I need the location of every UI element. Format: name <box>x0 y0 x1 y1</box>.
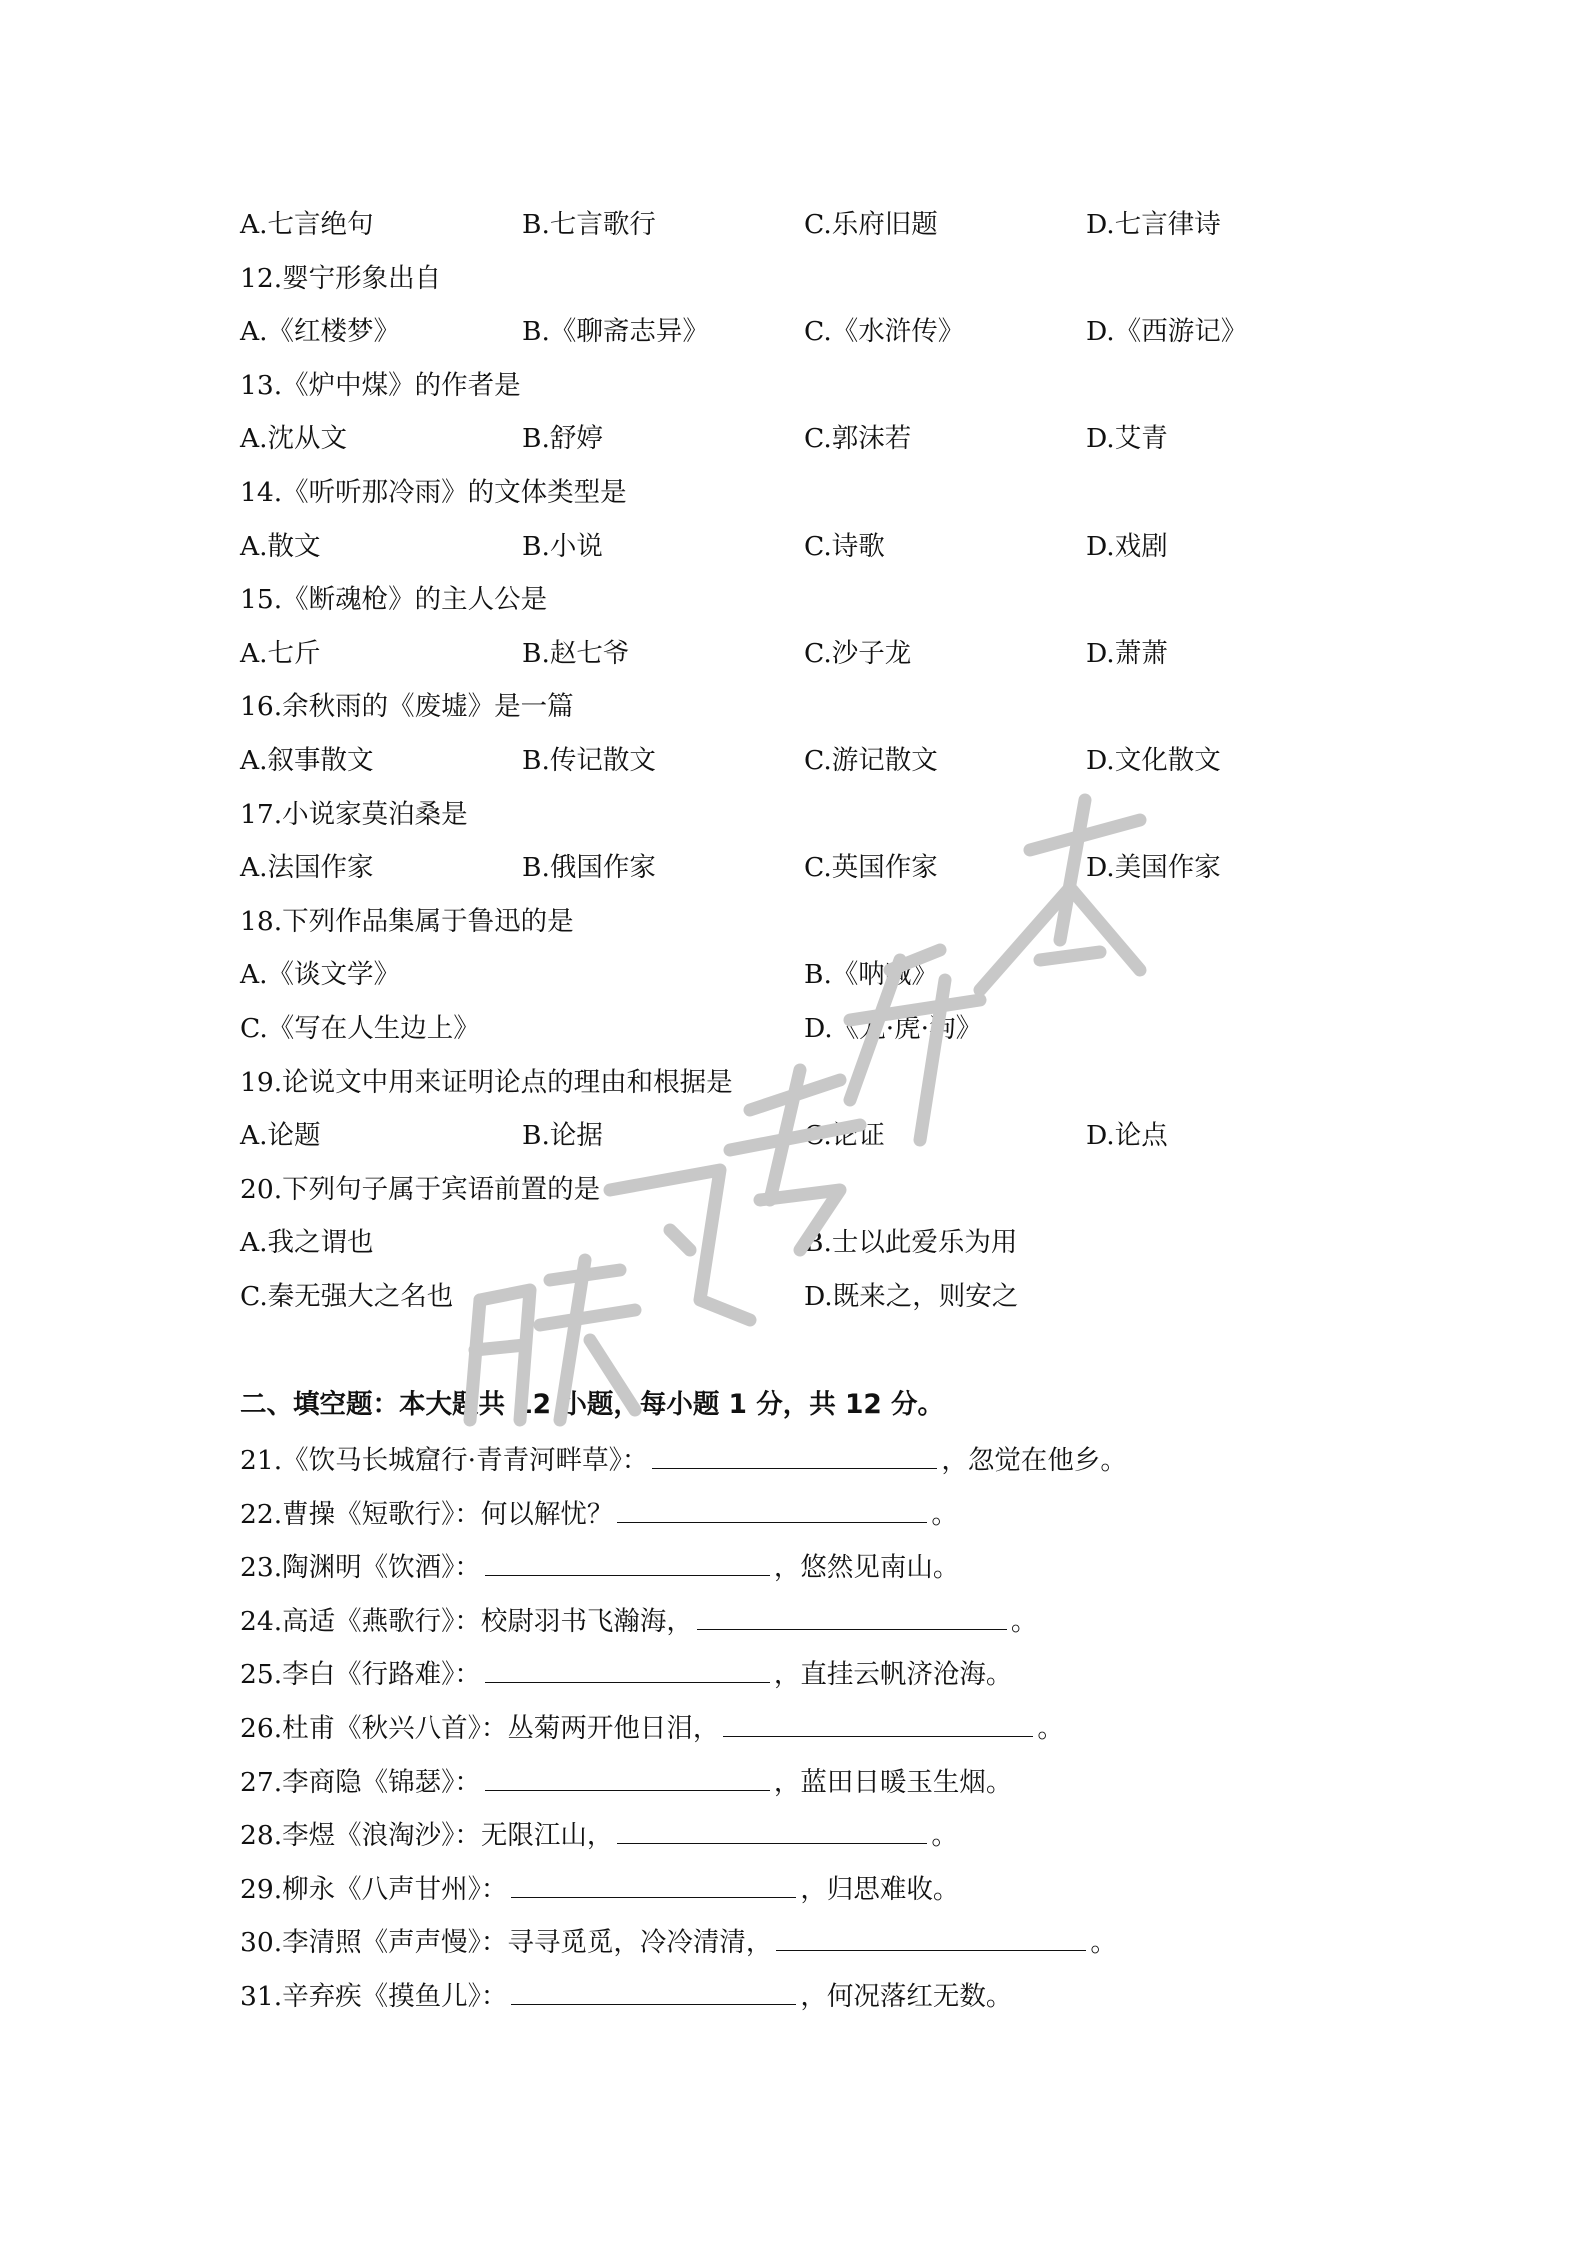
answer-blank[interactable] <box>617 1817 927 1844</box>
answer-option: D.萧萧 <box>1086 637 1168 669</box>
answer-option: C.论证 <box>804 1120 885 1152</box>
fill-in-suffix: ，蓝田日暖玉生烟。 <box>773 1766 1013 1798</box>
fill-in-prompt: 26.杜甫《秋兴八首》：丛菊两开他日泪， <box>240 1713 720 1744</box>
answer-option: D.《西游记》 <box>1086 316 1248 348</box>
question-stem: 15.《断魂枪》的主人公是 <box>240 584 548 616</box>
fill-in-item <box>240 1442 1380 1478</box>
fill-in-suffix: ，何况落红无数。 <box>800 1981 1013 2012</box>
fill-in-prompt: 25.李白《行路难》： <box>240 1659 481 1691</box>
answer-blank[interactable] <box>697 1603 1007 1630</box>
fill-in-item <box>240 1656 1380 1692</box>
answer-option: A.论题 <box>240 1120 321 1152</box>
question-stem: 13.《炉中煤》的作者是 <box>240 369 521 401</box>
fill-in-prompt: 24.高适《燕歌行》：校尉羽书飞瀚海， <box>240 1605 693 1637</box>
fill-in-prompt: 21.《饮马长城窟行·青青河畔草》： <box>240 1445 649 1476</box>
answer-option: A.叙事散文 <box>240 745 374 776</box>
answer-option: D.既来之，则安之 <box>804 1281 1019 1312</box>
answer-option: D.文化散文 <box>1086 745 1221 776</box>
answer-option: D.艾青 <box>1086 423 1168 455</box>
answer-option: B.传记散文 <box>522 745 656 776</box>
answer-option: D.《龙·虎·狗》 <box>804 1013 983 1044</box>
answer-option: C.《写在人生边上》 <box>240 1013 480 1044</box>
question-stem: 18.下列作品集属于鲁迅的是 <box>240 905 574 937</box>
answer-option: C.游记散文 <box>804 745 938 776</box>
fill-in-prompt: 29.柳永《八声甘州》： <box>240 1873 508 1905</box>
fill-in-prompt: 27.李商隐《锦瑟》： <box>240 1766 481 1798</box>
fill-in-suffix: ，忽觉在他乡。 <box>941 1445 1127 1476</box>
answer-option: A.我之谓也 <box>240 1227 374 1259</box>
fill-in-suffix: 。 <box>1037 1713 1064 1744</box>
fill-in-suffix: 。 <box>931 1820 958 1852</box>
answer-option: B.俄国作家 <box>522 852 656 884</box>
question-stem: 12.婴宁形象出自 <box>240 262 442 294</box>
section-heading-fill-in: 二、填空题：本大题共 12 小题，每小题 1 分，共 12 分。 <box>240 1389 945 1420</box>
fill-in-item <box>240 1710 1380 1746</box>
answer-option: B.舒婷 <box>522 423 603 455</box>
question-stem: 20.下列句子属于宾语前置的是 <box>240 1173 601 1205</box>
answer-option: C.乐府旧题 <box>804 209 938 240</box>
answer-option: C.英国作家 <box>804 852 938 884</box>
fill-in-suffix: 。 <box>931 1498 958 1530</box>
answer-option: A.七言绝句 <box>240 209 374 240</box>
answer-option: B.士以此爱乐为用 <box>804 1227 1018 1259</box>
question-stem: 19.论说文中用来证明论点的理由和根据是 <box>240 1066 733 1098</box>
answer-option: C.秦无强大之名也 <box>240 1281 454 1312</box>
question-stem: 17.小说家莫泊桑是 <box>240 798 468 830</box>
answer-option: A.沈从文 <box>240 423 348 455</box>
answer-option: B.论据 <box>522 1120 603 1152</box>
answer-option: B.七言歌行 <box>522 209 656 240</box>
fill-in-item <box>240 1871 1380 1907</box>
answer-option: A.《谈文学》 <box>240 959 401 991</box>
fill-in-suffix: ，归思难收。 <box>800 1873 960 1905</box>
fill-in-suffix: 。 <box>1090 1927 1117 1959</box>
answer-option: B.赵七爷 <box>522 637 630 669</box>
answer-blank[interactable] <box>776 1924 1086 1951</box>
answer-option: A.《红楼梦》 <box>240 316 401 348</box>
fill-in-prompt: 23.陶渊明《饮酒》： <box>240 1552 481 1584</box>
answer-option: A.七斤 <box>240 637 321 669</box>
answer-option: D.戏剧 <box>1086 530 1168 562</box>
answer-option: A.法国作家 <box>240 852 374 884</box>
answer-option: B.小说 <box>522 530 603 562</box>
fill-in-item <box>240 1817 1380 1853</box>
fill-in-item <box>240 1924 1380 1960</box>
answer-blank[interactable] <box>511 1871 796 1898</box>
fill-in-item <box>240 1764 1380 1800</box>
fill-in-item <box>240 1603 1380 1639</box>
fill-in-item <box>240 1978 1380 2014</box>
answer-option: D.论点 <box>1086 1120 1168 1152</box>
question-stem: 16.余秋雨的《废墟》是一篇 <box>240 691 574 723</box>
answer-option: C.郭沫若 <box>804 423 912 455</box>
answer-option: B.《聊斋志异》 <box>522 316 709 348</box>
answer-blank[interactable] <box>723 1710 1033 1737</box>
answer-blank[interactable] <box>652 1442 937 1469</box>
answer-blank[interactable] <box>485 1549 770 1576</box>
answer-blank[interactable] <box>511 1978 796 2005</box>
answer-option: C.沙子龙 <box>804 637 912 669</box>
fill-in-prompt: 31.辛弃疾《摸鱼儿》： <box>240 1981 508 2012</box>
answer-blank[interactable] <box>485 1656 770 1683</box>
fill-in-suffix: 。 <box>1010 1605 1038 1637</box>
answer-blank[interactable] <box>617 1496 927 1523</box>
fill-in-prompt: 22.曹操《短歌行》：何以解忧？ <box>240 1498 614 1530</box>
question-stem: 14.《听听那冷雨》的文体类型是 <box>240 477 627 508</box>
answer-option: B.《呐喊》 <box>804 959 938 991</box>
answer-option: D.美国作家 <box>1086 852 1221 884</box>
answer-option: A.散文 <box>240 530 321 562</box>
fill-in-item <box>240 1496 1380 1532</box>
answer-option: C.《水浒传》 <box>804 316 965 348</box>
fill-in-suffix: ，直挂云帆济沧海。 <box>773 1659 1013 1691</box>
fill-in-item <box>240 1549 1380 1585</box>
answer-blank[interactable] <box>485 1764 770 1791</box>
fill-in-prompt: 28.李煜《浪淘沙》：无限江山， <box>240 1820 614 1852</box>
answer-option: D.七言律诗 <box>1086 209 1221 240</box>
fill-in-prompt: 30.李清照《声声慢》：寻寻觅觅，冷冷清清， <box>240 1927 773 1959</box>
fill-in-suffix: ，悠然见南山。 <box>773 1552 960 1584</box>
answer-option: C.诗歌 <box>804 530 885 562</box>
